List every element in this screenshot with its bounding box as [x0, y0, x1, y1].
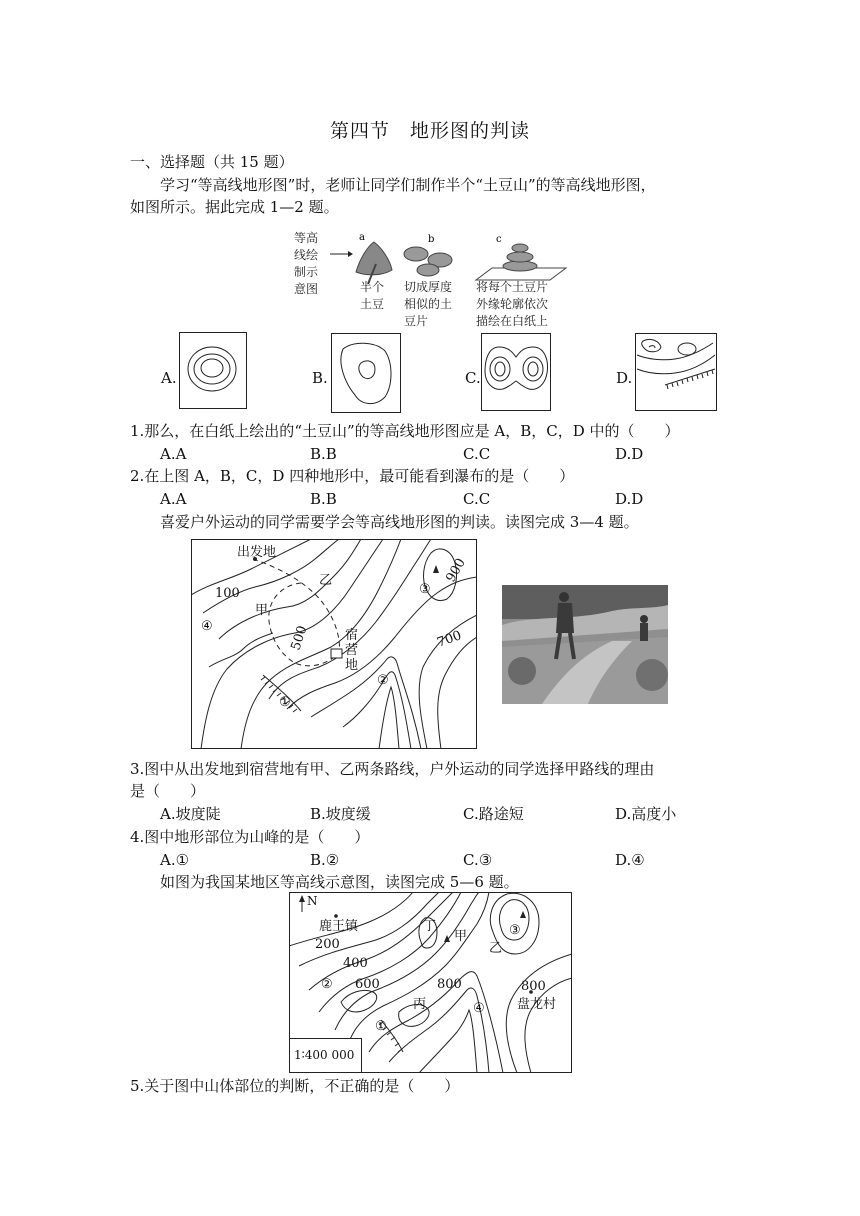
- q3-option-d: D.高度小: [615, 805, 677, 823]
- step-b-caption-2: 相似的土: [404, 297, 453, 311]
- label-500: 500: [288, 623, 311, 653]
- label-town: 鹿王镇: [319, 919, 359, 934]
- q4-option-b: B.②: [310, 851, 340, 869]
- label-start: 出发地: [237, 545, 277, 560]
- label-village: 盘龙村: [517, 997, 557, 1012]
- option-c-map: [481, 333, 551, 411]
- label-point-3: ③: [419, 582, 431, 597]
- town-marker: [334, 914, 338, 918]
- q4-option-c: C.③: [463, 851, 493, 869]
- option-a-map: [179, 332, 247, 409]
- q4-option-a: A.①: [160, 851, 190, 869]
- label-200: 200: [315, 937, 340, 952]
- step-b-caption-3: 豆片: [404, 314, 429, 328]
- step-a-caption-2: 土豆: [360, 297, 385, 311]
- potato-steps-figure: [290, 228, 580, 332]
- q1-option-b: B.B: [310, 445, 337, 463]
- contour-map-1: [191, 539, 477, 749]
- label-800-b: 800: [521, 979, 546, 994]
- question-4: 4.图中地形部位为山峰的是（ ）: [130, 828, 370, 846]
- step-b-letter: b: [428, 234, 435, 245]
- step-a-letter: a: [359, 232, 365, 243]
- label-jia-2: 甲: [454, 929, 468, 944]
- label-bing: 丙: [413, 997, 427, 1012]
- label-point-3-map2: ③: [509, 923, 521, 938]
- potato-slice-icon: [404, 247, 428, 261]
- label-point-4: ④: [201, 619, 213, 634]
- steps-label-1: 等高: [294, 231, 319, 245]
- label-point-4-map2: ④: [473, 1001, 485, 1016]
- question-5: 5.关于图中山体部位的判断，不正确的是（ ）: [130, 1077, 460, 1095]
- q4-option-d: D.④: [615, 851, 645, 869]
- label-700: 700: [435, 628, 464, 651]
- label-100: 100: [215, 586, 240, 601]
- label-camp-1: 宿: [345, 628, 359, 643]
- intro-text-3: 如图为我国某地区等高线示意图，读图完成 5—6 题。: [160, 873, 519, 891]
- question-3-line-2: 是（ ）: [130, 782, 206, 800]
- question-3-line-1: 3.图中从出发地到宿营地有甲、乙两条路线，户外运动的同学选择甲路线的理由: [130, 760, 655, 778]
- label-yi: 乙: [319, 573, 333, 588]
- steps-label-2: 线绘: [294, 248, 319, 262]
- section-heading: 一、选择题（共 15 题）: [130, 153, 294, 171]
- q2-option-c: C.C: [463, 490, 491, 508]
- hiker-head: [559, 592, 569, 602]
- step-c-caption-1: 将每个土豆片: [476, 280, 549, 294]
- question-2: 2.在上图 A，B，C，D 四种地形中，最可能看到瀑布的是（ ）: [130, 467, 575, 485]
- label-point-2-map2: ②: [321, 977, 333, 992]
- page-title: 第四节 地形图的判读: [329, 120, 530, 142]
- option-d-map: [635, 333, 717, 411]
- step-c-caption-3: 描绘在白纸上: [476, 314, 549, 328]
- label-jia: 甲: [255, 603, 269, 618]
- step-c-caption-2: 外缘轮廓依次: [476, 297, 549, 311]
- option-b-label: B.: [312, 369, 328, 387]
- label-400: 400: [343, 956, 368, 971]
- intro-text-1a: 学习“等高线地形图”时，老师让同学们制作半个“土豆山”的等高线地形图，: [160, 176, 656, 194]
- label-point-1: ①: [279, 695, 291, 710]
- scale-label: 1∶400 000: [294, 1048, 355, 1062]
- label-800-a: 800: [437, 977, 462, 992]
- steps-label-4: 意图: [294, 282, 319, 296]
- camp-marker: [331, 649, 342, 658]
- option-c-label: C.: [465, 369, 481, 387]
- q2-option-a: A.A: [160, 490, 187, 508]
- label-ding: 丁: [423, 919, 437, 934]
- option-d-label: D.: [616, 369, 633, 387]
- q2-option-d: D.D: [615, 490, 644, 508]
- north-label: N: [307, 894, 318, 908]
- hiking-photo: [502, 585, 668, 704]
- contour-map-2: [289, 892, 572, 1073]
- q1-option-c: C.C: [463, 445, 491, 463]
- q3-option-c: C.路途短: [463, 805, 524, 823]
- option-b-map: [331, 333, 401, 413]
- intro-text-1b: 如图所示。据此完成 1—2 题。: [130, 198, 339, 216]
- steps-label-3: 制示: [294, 265, 319, 279]
- label-900: 900: [443, 555, 469, 585]
- intro-text-2: 喜爱户外运动的同学需要学会等高线地形图的判读。读图完成 3—4 题。: [160, 513, 639, 531]
- label-600: 600: [355, 977, 380, 992]
- step-b-caption-1: 切成厚度: [404, 280, 453, 294]
- step-a-caption-1: 半个: [360, 280, 385, 294]
- option-a-label: A.: [161, 369, 177, 387]
- label-camp-3: 地: [345, 658, 359, 673]
- label-point-2: ②: [377, 673, 389, 688]
- label-point-1-map2: ①: [375, 1019, 387, 1034]
- q3-option-b: B.坡度缓: [310, 805, 371, 823]
- label-yi-2: 乙: [489, 941, 503, 956]
- label-camp-2: 营: [345, 643, 359, 658]
- step-c-letter: c: [496, 234, 502, 245]
- q3-option-a: A.坡度陡: [160, 805, 221, 823]
- q1-option-a: A.A: [160, 445, 187, 463]
- q2-option-b: B.B: [310, 490, 337, 508]
- question-1: 1.那么，在白纸上绘出的“土豆山”的等高线地形图应是 A，B，C，D 中的（ ）: [130, 422, 680, 440]
- q1-option-d: D.D: [615, 445, 644, 463]
